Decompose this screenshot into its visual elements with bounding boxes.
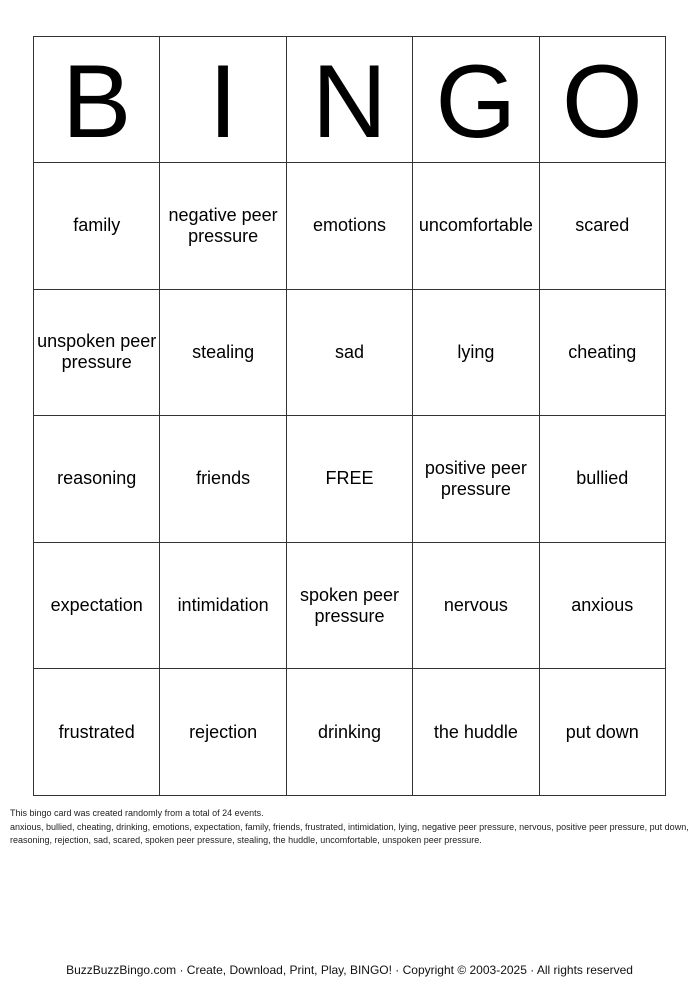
bingo-cell: anxious bbox=[539, 542, 665, 669]
header-letter-n: N bbox=[286, 37, 412, 163]
bingo-cell: frustrated bbox=[34, 669, 160, 796]
bingo-row bbox=[34, 289, 666, 416]
bingo-cell: uncomfortable bbox=[413, 163, 539, 290]
bingo-row bbox=[34, 669, 666, 796]
footer-copyright: BuzzBuzzBingo.com · Create, Download, Print, Play, BINGO! · Copyright © 2003-2025 · All rights reserved bbox=[66, 963, 633, 977]
bingo-cell: spoken peer pressure bbox=[286, 542, 412, 669]
bingo-row bbox=[34, 163, 666, 290]
header-letter-b: B bbox=[34, 37, 160, 163]
bingo-cell: drinking bbox=[286, 669, 412, 796]
bingo-cell: rejection bbox=[160, 669, 286, 796]
bingo-cell: unspoken peer pressure bbox=[34, 289, 160, 416]
bingo-cell: friends bbox=[160, 416, 286, 543]
bingo-cell: expectation bbox=[34, 542, 160, 669]
bingo-cell: nervous bbox=[413, 542, 539, 669]
card-info bbox=[10, 807, 690, 848]
bingo-header-row bbox=[34, 37, 666, 163]
bingo-cell: negative peer pressure bbox=[160, 163, 286, 290]
card-info-summary: This bingo card was created randomly from a total of 24 events. bbox=[10, 808, 264, 818]
header-letter-g: G bbox=[413, 37, 539, 163]
bingo-cell: intimidation bbox=[160, 542, 286, 669]
bingo-cell: stealing bbox=[160, 289, 286, 416]
bingo-cell: bullied bbox=[539, 416, 665, 543]
card-info-event-list: anxious, bullied, cheating, drinking, emotions, expectation, family, friends, frustrated, intimidation, lying, negative peer pressure, nervous, positive peer pressure, put down, reasoning, rejection, sad, scared, spoken peer pressure, stealing, the huddle, uncomfortable, unspoken peer pressure. bbox=[10, 821, 689, 845]
bingo-cell: cheating bbox=[539, 289, 665, 416]
bingo-cell: scared bbox=[539, 163, 665, 290]
bingo-row bbox=[34, 416, 666, 543]
bingo-cell: family bbox=[34, 163, 160, 290]
bingo-cell: the huddle bbox=[413, 669, 539, 796]
header-letter-o: O bbox=[539, 37, 665, 163]
bingo-cell: positive peer pressure bbox=[413, 416, 539, 543]
bingo-cell: emotions bbox=[286, 163, 412, 290]
header-letter-i: I bbox=[160, 37, 286, 163]
free-space-cell: FREE bbox=[286, 416, 412, 543]
bingo-cell: put down bbox=[539, 669, 665, 796]
bingo-row bbox=[34, 542, 666, 669]
bingo-cell: reasoning bbox=[34, 416, 160, 543]
bingo-card bbox=[33, 36, 666, 796]
bingo-cell: sad bbox=[286, 289, 412, 416]
bingo-cell: lying bbox=[413, 289, 539, 416]
